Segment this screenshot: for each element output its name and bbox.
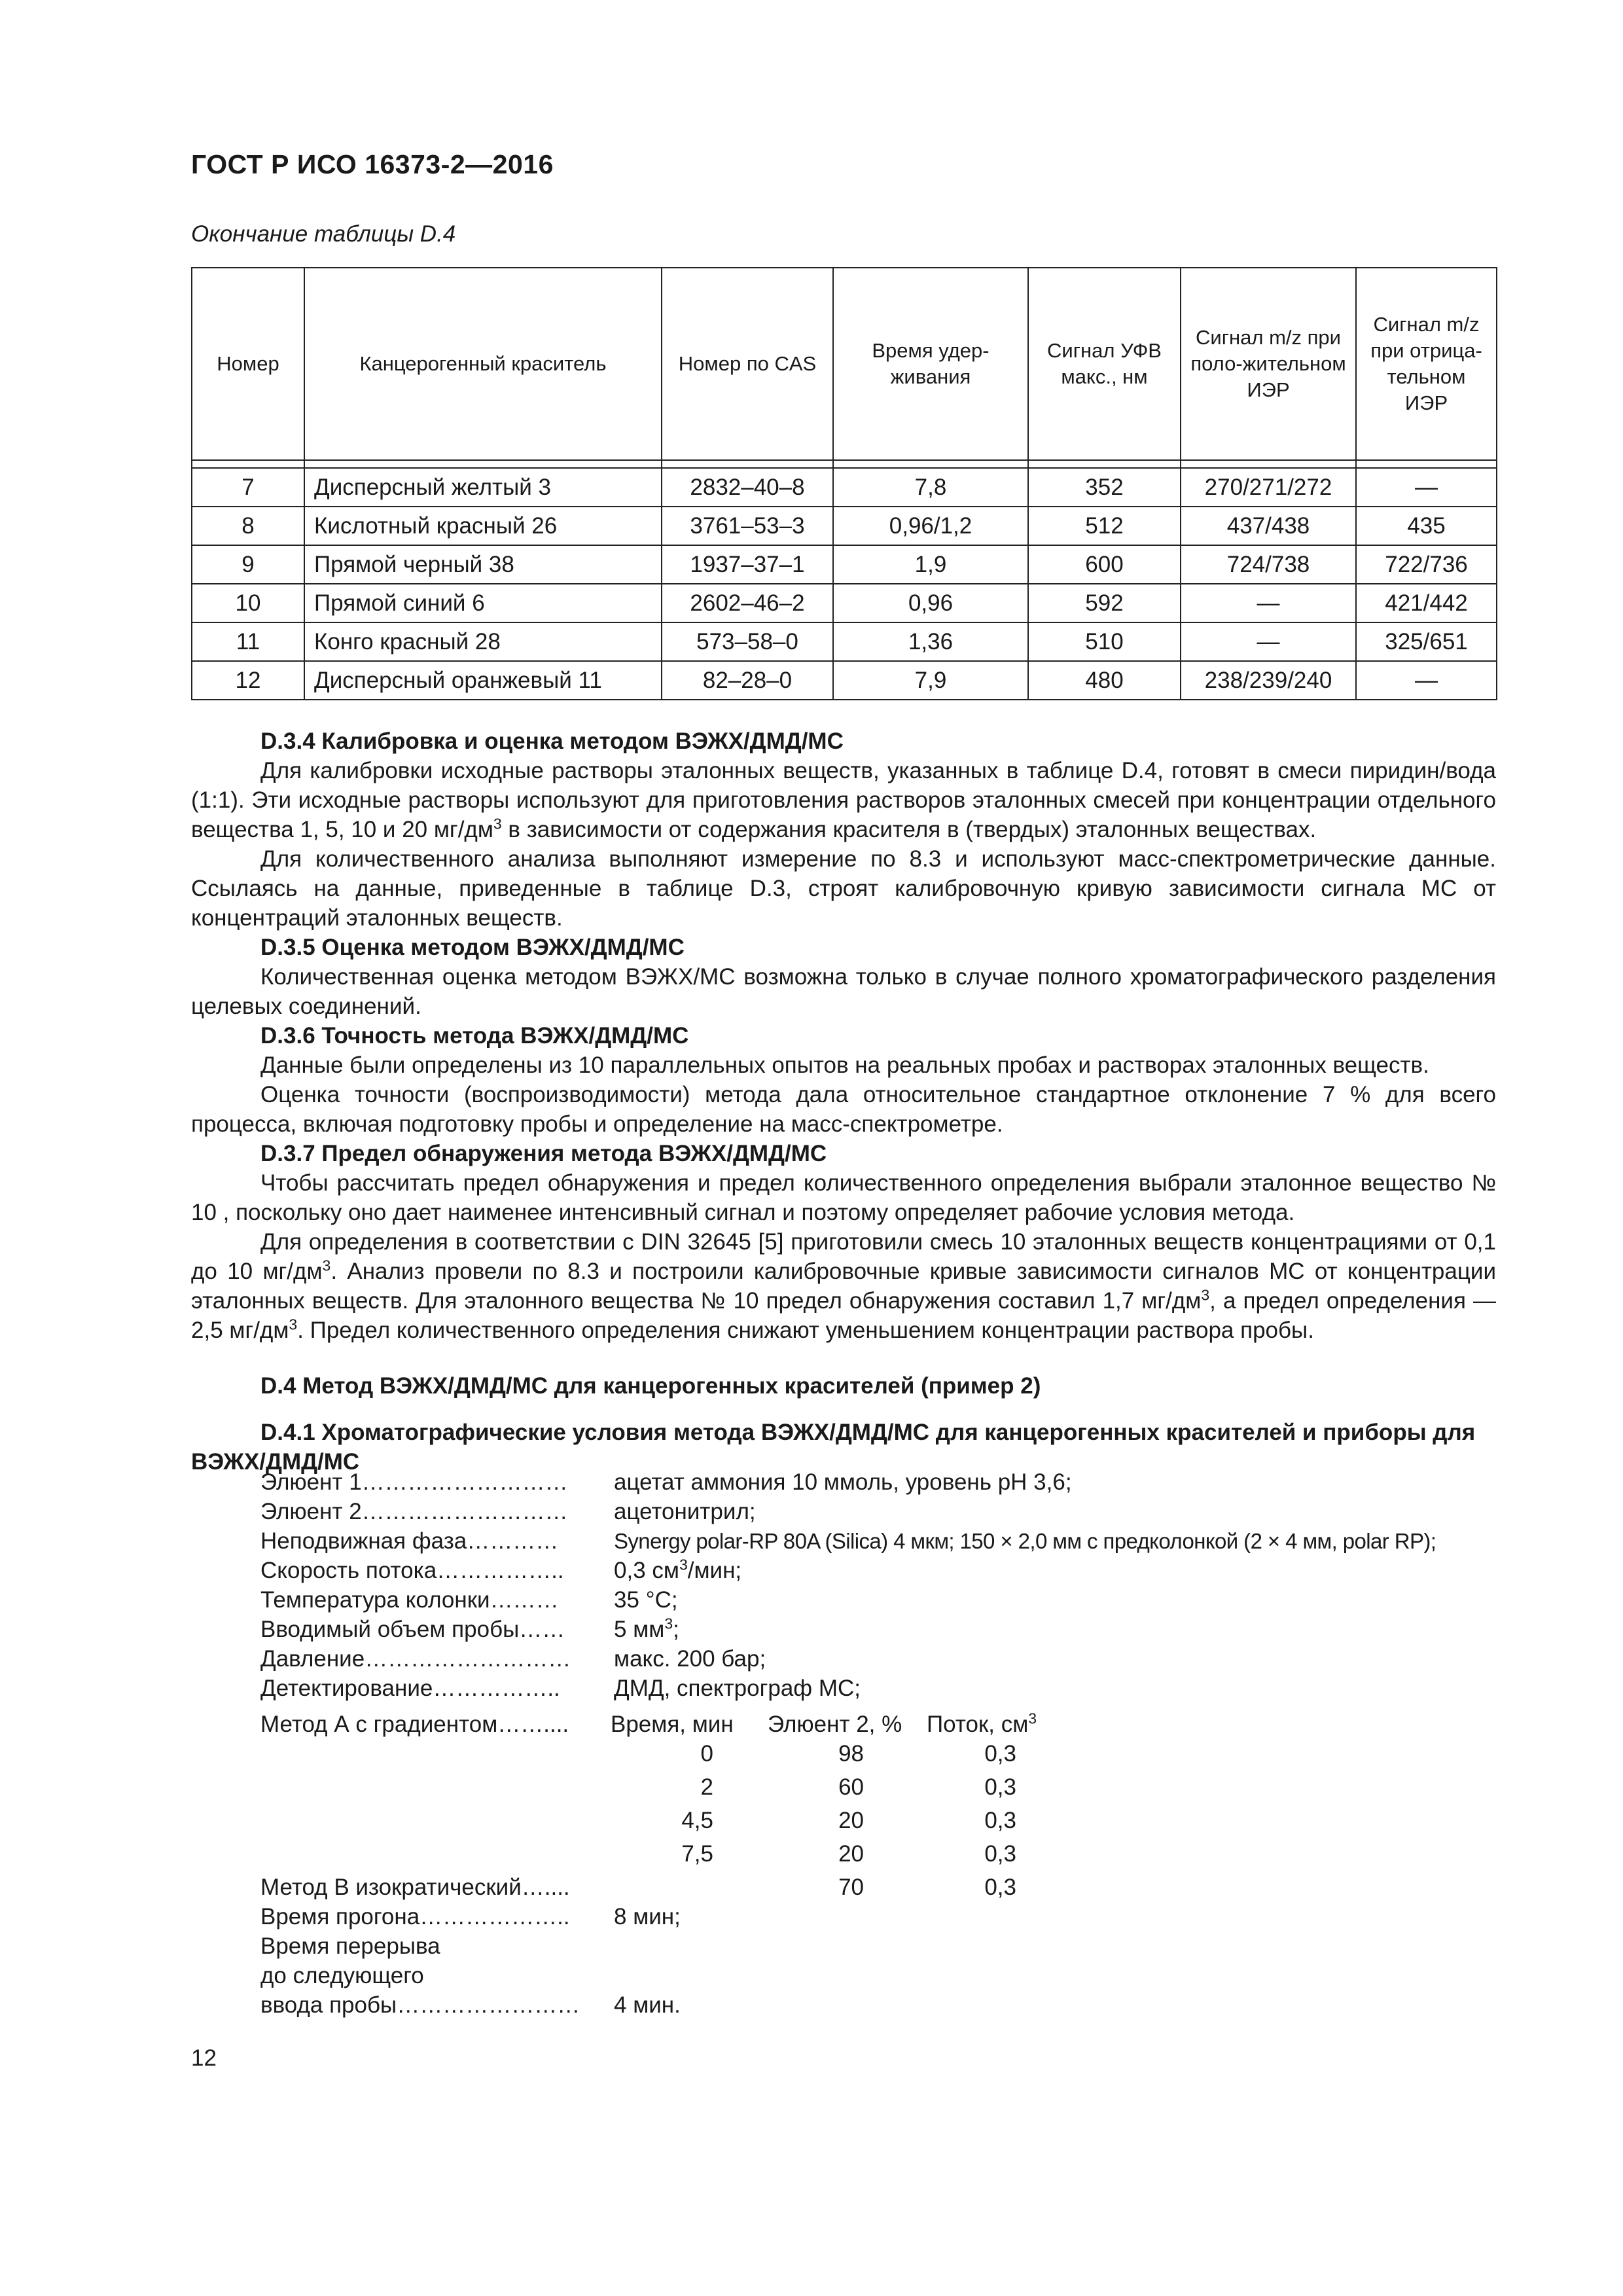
cell-uv: 480 xyxy=(1028,661,1181,700)
table-caption: Окончание таблицы D.4 xyxy=(191,221,456,247)
cell-uv: 592 xyxy=(1028,584,1181,622)
heading-d36: D.3.6 Точность метода ВЭЖХ/ДМД/МС xyxy=(260,1023,689,1049)
cell-positive: — xyxy=(1181,622,1356,661)
col-header-negative-esi: Сигнал m/z при отрица-тельном ИЭР xyxy=(1356,268,1497,460)
table-row xyxy=(192,545,1497,584)
cell-dye: Прямой синий 6 xyxy=(304,584,662,622)
cell-cas: 573–58–0 xyxy=(662,622,833,661)
cell-retention: 1,9 xyxy=(833,545,1028,584)
cell-dye: Дисперсный желтый 3 xyxy=(304,468,662,507)
cell-positive: 437/438 xyxy=(1181,507,1356,545)
cell-number: 12 xyxy=(192,661,304,700)
cell-number: 7 xyxy=(192,468,304,507)
cell-negative: — xyxy=(1356,468,1497,507)
col-header-number: Номер xyxy=(192,268,304,460)
heading-d4: D.4 Метод ВЭЖХ/ДМД/МС для канцерогенных красителей (пример 2) xyxy=(260,1373,1041,1399)
cell-negative: 435 xyxy=(1356,507,1497,545)
cell-negative: 421/442 xyxy=(1356,584,1497,622)
cell-positive: 238/239/240 xyxy=(1181,661,1356,700)
dyes-table xyxy=(191,267,1497,700)
paragraph: Оценка точности (воспроизводимости) метода дала относительное стандартное отклонение 7 % для всего процесса, включая подготовку пробы и определение на масс-спектрометре. xyxy=(191,1082,1496,1137)
col-header-retention: Время удер-живания xyxy=(833,268,1028,460)
cell-uv: 352 xyxy=(1028,468,1181,507)
cell-negative: 325/651 xyxy=(1356,622,1497,661)
col-header-uv-signal: Сигнал УФВ макс., нм xyxy=(1028,268,1181,460)
cell-negative: 722/736 xyxy=(1356,545,1497,584)
cell-retention: 7,9 xyxy=(833,661,1028,700)
cell-retention: 0,96 xyxy=(833,584,1028,622)
cell-uv: 512 xyxy=(1028,507,1181,545)
page-number: 12 xyxy=(191,2045,217,2071)
cell-cas: 2602–46–2 xyxy=(662,584,833,622)
cell-number: 11 xyxy=(192,622,304,661)
heading-d41: D.4.1 Хроматографические условия метода ВЭЖХ/ДМД/МС для канцерогенных красителей и приборы для ВЭЖХ/ДМД/МС xyxy=(191,1420,1476,1475)
paragraph: Для калибровки исходные растворы эталонных веществ, указанных в таблице D.4, готовят в смеси пиридин/вода (1:1). Эти исходные растворы используют для приготовления растворов эталонных смесей при концентрации отдельного вещества 1, 5, 10 и 20 $мг/дм^3$ в зависимости от содержания красителя в (твердых) эталонных веществах. xyxy=(191,758,1496,842)
document-id: ГОСТ Р ИСО 16373-2—2016 xyxy=(191,149,554,179)
table-header-separator xyxy=(192,460,1497,468)
cell-positive: — xyxy=(1181,584,1356,622)
col-header-cas: Номер по CAS xyxy=(662,268,833,460)
cell-cas: 82–28–0 xyxy=(662,661,833,700)
cell-cas: 3761–53–3 xyxy=(662,507,833,545)
cell-number: 10 xyxy=(192,584,304,622)
table-row xyxy=(192,507,1497,545)
heading-d35: D.3.5 Оценка методом ВЭЖХ/ДМД/МС xyxy=(260,935,685,960)
document-page: ГОСТ Р ИСО 16373-2—2016 Окончание таблицы D.4 Номер Канцерогенный краситель Номер по CAS Время удер-живания Сигнал УФВ макс., нм Сигнал m/z при поло-жительном ИЭР Сигнал m/z при отрица-тельном ИЭР 7 Дисперсный желтый 3 2832–40–8 7,8 352 270/271/272 — 8 Кислотный красный 26 3761–53–3 0,96/1,2 512 437/438 435 9 Прямой черный 38 1937–37–1 1,9 600 724/738 722/736 10 Прямой синий 6 2602–46–2 0,96 592 — 421/442 11 Конго красный 28 573–58–0 1,36 510 — 325/651 12 Дисперсный оранжевый 11 82–28–0 7,9 480 238/239/240 — D.3.4 Калибровка и оценка методом ВЭЖХ/ДМД/МС Для калибровки исходные растворы эталонных веществ, указанных в таблице D.4, готовят в смеси пиридин/вода (1:1). Эти исходные растворы используют для приготовления растворов эталонных смесей при концентрации отдельного вещества 1, 5, 10 и 20 $мг/дм^3$ в зависимости от содержания красителя в (твердых) эталонных веществах. Для количественного анализа выполняют измерение по 8.3 и используют масс-спектрометрические данные. Ссылаясь на данные, приведенные в таблице D.3, строят калибровочную кривую зависимости сигнала МС от концентраций эталонных веществ. D.3.5 Оценка методом ВЭЖХ/ДМД/МС Количественная оценка методом ВЭЖХ/МС возможна только в случае полного хроматографического разделения целевых соединений. D.3.6 Точность метода ВЭЖХ/ДМД/МС Данные были определены из 10 параллельных опытов на реальных пробах и растворах эталонных веществ. Оценка точности (воспроизводимости) метода дала относительное стандартное отклонение 7 % для всего процесса, включая подготовку пробы и определение на масс-спектрометре. D.3.7 Предел обнаружения метода ВЭЖХ/ДМД/МС Чтобы рассчитать предел обнаружения и предел количественного определения выбрали эталонное вещество № 10 , поскольку оно дает наименее интенсивный сигнал и поэтому определяет рабочие условия метода. Для определения в соответствии с DIN 32645 [5] приготовили смесь 10 эталонных веществ концентрациями от 0,1 до 10 $мг/дм^3$. Анализ провели по 8.3 и построили калибровочные кривые зависимости сигналов МС от концентрации эталонных веществ. Для эталонного вещества № 10 предел обнаружения составил 1,7 $мг/дм^3$, а предел определения — 2,5 $мг/дм^3$. Предел количественного определения снижают уменьшением концентрации раствора пробы. D.4 Метод ВЭЖХ/ДМД/МС для канцерогенных красителей (пример 2) D.4.1 Хроматографические условия метода ВЭЖХ/ДМД/МС для канцерогенных красителей и приборы для ВЭЖХ/ДМД/МС Элюент 1……………………… ацетат аммония 10 ммоль, уровень рН 3,6; Элюент 2……………………… ацетонитрил; Неподвижная фаза………… Synergy polar-RP 80A (Silica) 4 мкм; 150 × 2,0 мм с предколонкой (2 × 4 мм, polar RP); Скорость потока…………….. 0,3 $см^3$/мин; Температура колонки……… 35 °С; Вводимый объем пробы…… 5 $мм^3$; Давление……………………… макс. 200 бар; Детектирование…………….. ДМД, спектрограф МС; Метод А с градиентом…….... Время, мин Элюент 2, % Поток, $см^3$ 0 98 0,3 2 60 0,3 4,5 20 0,3 7,5 20 0,3 Метод В изократический….... 70 0,3 Время прогона……………….. 8 мин; Время перерыва до следующего ввода пробы…………………… 4 мин. 12 xyxy=(191,149,1496,2071)
table-row xyxy=(192,468,1497,507)
cell-number: 9 xyxy=(192,545,304,584)
cell-positive: 270/271/272 xyxy=(1181,468,1356,507)
heading-d34: D.3.4 Калибровка и оценка методом ВЭЖХ/ДМД/МС xyxy=(260,728,844,754)
col-header-positive-esi: Сигнал m/z при поло-жительном ИЭР xyxy=(1181,268,1356,460)
cell-dye: Конго красный 28 xyxy=(304,622,662,661)
cell-number: 8 xyxy=(192,507,304,545)
col-header-dye: Канцерогенный краситель xyxy=(304,268,662,460)
cell-cas: 2832–40–8 xyxy=(662,468,833,507)
cell-dye: Прямой черный 38 xyxy=(304,545,662,584)
paragraph: Для определения в соответствии с DIN 32645 [5] приготовили смесь 10 эталонных веществ концентрациями от 0,1 до 10 $мг/дм^3$. Анализ провели по 8.3 и построили калибровочные кривые зависимости сигналов МС от концентрации эталонных веществ. Для эталонного вещества № 10 предел обнаружения составил 1,7 $мг/дм^3$, а предел определения — 2,5 $мг/дм^3$. Предел количественного определения снижают уменьшением концентрации раствора пробы. xyxy=(191,1229,1496,1343)
paragraph: Для количественного анализа выполняют измерение по 8.3 и используют масс-спектрометрические данные. Ссылаясь на данные, приведенные в таблице D.3, строят калибровочную кривую зависимости сигнала МС от концентраций эталонных веществ. xyxy=(191,846,1496,931)
table-header-row xyxy=(192,268,1497,460)
cell-cas: 1937–37–1 xyxy=(662,545,833,584)
cell-uv: 600 xyxy=(1028,545,1181,584)
cell-dye: Дисперсный оранжевый 11 xyxy=(304,661,662,700)
paragraph: Чтобы рассчитать предел обнаружения и предел количественного определения выбрали эталонное вещество № 10 , поскольку оно дает наименее интенсивный сигнал и поэтому определяет рабочие условия метода. xyxy=(191,1170,1496,1225)
paragraph: Количественная оценка методом ВЭЖХ/МС возможна только в случае полного хроматографического разделения целевых соединений. xyxy=(191,964,1496,1019)
cell-dye: Кислотный красный 26 xyxy=(304,507,662,545)
cell-retention: 1,36 xyxy=(833,622,1028,661)
cell-negative: — xyxy=(1356,661,1497,700)
body-text xyxy=(191,726,1496,1477)
table-row xyxy=(192,584,1497,622)
paragraph: Данные были определены из 10 параллельных опытов на реальных пробах и растворах эталонных веществ. xyxy=(260,1052,1429,1078)
table-row xyxy=(192,661,1497,700)
cell-retention: 0,96/1,2 xyxy=(833,507,1028,545)
table-row xyxy=(192,622,1497,661)
cell-uv: 510 xyxy=(1028,622,1181,661)
heading-d37: D.3.7 Предел обнаружения метода ВЭЖХ/ДМД/МС xyxy=(260,1141,827,1166)
cell-positive: 724/738 xyxy=(1181,545,1356,584)
cell-retention: 7,8 xyxy=(833,468,1028,507)
